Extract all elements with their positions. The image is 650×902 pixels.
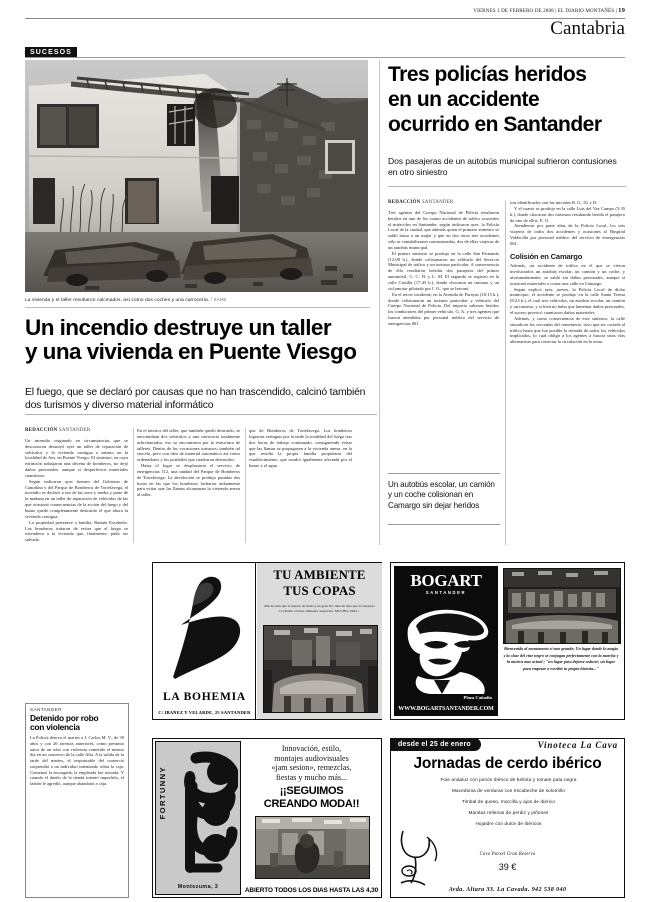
column-divider-left-1 bbox=[133, 428, 134, 543]
ad-fortunny-copy-line3: «jam sesion», remezclas, bbox=[271, 763, 352, 773]
paragraph: Tres agentes del Cuerpo Nacional de Policía resultaron heridos en uno de los cuatro accidentes de tráfico ocurridos el miércoles en Santander, según indicaron ayer, la Policía Local de la ciudad, que además quien el primero siniestro se saldó hasta a un mujer y que en dos otros tres accidentes sólo se contabilizaron contusionadas, dos de ellas viajeras de un autobús municipal. bbox=[388, 209, 499, 250]
ad-vinoteca-brand: Vinoteca La Cava bbox=[537, 740, 618, 750]
masthead-rule bbox=[25, 18, 625, 19]
page-number: 19 bbox=[618, 7, 625, 14]
category-rule bbox=[25, 57, 625, 58]
column-divider-right bbox=[505, 200, 506, 545]
menu-item: Timbal de queso, morcilla y ajos de ibérico bbox=[461, 798, 556, 804]
ad-vinoteca-title: Jornadas de cerdo ibérico bbox=[413, 755, 602, 772]
menu-item: Foie andaluz con jamón ibérico de bellota y tomate pata negra bbox=[440, 777, 577, 782]
ad-fortunny-slogan bbox=[243, 785, 380, 810]
column-divider-main bbox=[379, 60, 380, 545]
right-article-column-1 bbox=[388, 200, 499, 327]
paragraph: Según indicaron ayer fuentes del Gobierno de Cantabria y del Parque de Bomberos de Torrelavega, el incendio se declaró a eso de las once y media y parte de la mañana en un taller de reparación de vehículos de las que ocasionó consecuencias de la acción del fuego y del humo quedó completamente destruido el que ahora la vivienda contigua. bbox=[25, 478, 128, 519]
sidebar-headline-line2: con violencia bbox=[30, 721, 80, 732]
bogart-portrait-icon bbox=[398, 598, 494, 694]
menu-item: Macedonia de verduras con escabeche de solomillo bbox=[452, 787, 565, 793]
ad-fortunny-copy bbox=[243, 744, 380, 782]
pullquote-rule-top bbox=[388, 473, 500, 474]
left-article-column-1 bbox=[25, 428, 128, 543]
masthead bbox=[25, 6, 625, 20]
right-article-subsection-title: Colisión en Camargo bbox=[510, 251, 583, 261]
ad-fortunny-footer: ABIERTO TODOS LOS DIAS HASTA LAS 4,30 bbox=[244, 887, 379, 894]
ad-fortunny-copy-line1: Innovación, estilo, bbox=[281, 744, 342, 753]
ad-bogart-bar-interior-graphic bbox=[504, 569, 620, 643]
menu-item: Hojaldre con dulce de ibéricos bbox=[475, 820, 542, 826]
ad-bogart-plaza: Plaza Cañadío bbox=[463, 695, 492, 700]
ad-fortunny-salon-graphic bbox=[256, 817, 369, 878]
paragraph: Atendieron por parte altas de la Policía Local, los seis viajeros de todos dos accidentes y ocasiones al Hospital Valdecilla por personal médico del servicio de emergencias 061. bbox=[510, 223, 625, 246]
photo-caption-text: La vivienda y el taller resultaron calcinados, así como dos coches y una carrocería. bbox=[25, 298, 210, 303]
right-byline-name: REDACCIÓN bbox=[388, 200, 421, 205]
paragraph: Además, y como consecuencia de este siniestro, la calle situada en los cercanías del cementerio, tuvo que ser cortada al tráfico hasta que fue posible la retirada de todos los vehículos implicados, lo cual obligó a los agentes a buscar unas vías alternativas para conectar la circulación en la zona. bbox=[510, 315, 625, 345]
fortunny-logo-icon bbox=[172, 750, 238, 876]
ad-fortunny-photo bbox=[255, 816, 370, 879]
ad-fortunny-address: Montezuma, 3 bbox=[177, 884, 219, 890]
pullquote-rule-bottom bbox=[388, 524, 500, 525]
category-tag: SUCESOS bbox=[25, 47, 77, 58]
paragraph: La Policía detuvo el martes a J. Carlos M. V., de 30 años y con 26 arrestos anteriores, como presunto autor de un robo con violencia cometido el mismo día en un comercio de la calle Alta. A la salida de la tarde del martes, el responsable del comercio sorprendió a un individuo intentando robar la caja. Comenzó la encargada, la empleada fue avisada. Y cuando el dueño de la tienda intentó impedirlo, el ladrón le agredió, aunque abandonó a caja. bbox=[30, 735, 124, 786]
left-article-headline bbox=[25, 316, 375, 364]
bohemia-b-logo-icon bbox=[159, 569, 249, 687]
sidebar-headline-line1: Detenido por robo bbox=[30, 712, 99, 723]
right-headline-line2: en un accidente bbox=[388, 88, 540, 111]
ad-bohemia-bar-interior-graphic bbox=[264, 626, 377, 712]
photo-credit: / SANE bbox=[210, 297, 227, 302]
ad-bogart-brand: BOGART bbox=[410, 571, 482, 590]
sidebar-kicker: SANTANDER bbox=[30, 707, 62, 712]
menu-item: Manitas rellenas de perdiz y piñones bbox=[468, 809, 549, 815]
ad-bohemia-copy-panel bbox=[257, 563, 382, 719]
ad-bohemia-subtitle: Mucho mas que la musica de moda y un gran D.J. Mucho mas que los mejores Cocktails: el buen ambiente asegurado. MUCHO, MAS... bbox=[264, 604, 375, 613]
ad-fortunny-copy-panel bbox=[243, 741, 380, 895]
fire-scene-photo bbox=[25, 60, 368, 292]
ad-la-bohemia[interactable] bbox=[152, 562, 382, 720]
paragraph: Un incendio originado en circunstancias que se desconocen destruyó ayer un taller de reparación de vehículos y la vivienda contigua a mismo en la localidad de Aes, en Puente Viesgo. El siniestro, en cuya extinción trabajaron una decena de bomberos, no dejó daños personales, aunque sí desperfectos materiales cuantiosos. bbox=[25, 437, 128, 478]
wine-glass-icon bbox=[397, 827, 443, 887]
ad-bogart-logo-panel bbox=[394, 566, 498, 716]
paragraph: En el interior del taller, que también quedó destruido, se encontraban dos vehículos y una carrocería totalmente achicharrados, eso se encontraron por la estructura de talleres. Dentro de los vocaciones turismos, también tal cincelo, pero con idea de material automático así como ordenadores y los portátiles que cuadraron destruidos. bbox=[137, 428, 240, 463]
right-byline-place: SANTANDER bbox=[421, 200, 454, 205]
ad-vinoteca-menu bbox=[405, 777, 612, 832]
paragraph: ron identificados con las iniciales R. G. 1G y D. bbox=[510, 200, 598, 205]
ad-vinoteca-price: 39 € bbox=[498, 862, 517, 872]
right-article-column-2 bbox=[510, 200, 625, 345]
left-byline bbox=[25, 428, 128, 434]
right-article-headline bbox=[388, 62, 628, 137]
ad-vinoteca-address: Avda. Altara 33. La Cavada. 942 538 040 bbox=[448, 886, 567, 893]
right-headline-line1: Tres policías heridos bbox=[388, 63, 587, 86]
left-subhead-rule bbox=[25, 414, 377, 415]
ad-fortunny-slogan-line2: CREANDO MODA!! bbox=[263, 797, 360, 810]
ad-vinoteca-wine: Cava Parxet Gran Reserva bbox=[479, 852, 536, 857]
paragraph: Y el cuarto se produjo en la calle Luis del Vaz Campo (5:35 h.), donde chocaron dos turismos resultando herido el pasajero de uno de ellos, E. O. bbox=[510, 205, 625, 223]
ad-vinoteca-badge: desde el 25 de enero bbox=[390, 738, 481, 751]
ad-fortunny-copy-line4: fiestas y mucho más... bbox=[275, 772, 348, 782]
ad-fortunny-logo-panel bbox=[155, 741, 241, 895]
left-headline-line2: y una vivienda en Puente Viesgo bbox=[25, 339, 357, 364]
sidebar-detenido-robo bbox=[25, 703, 129, 898]
photo-caption bbox=[25, 297, 370, 303]
paragraph: Hasta el lugar se desplazaron el servicio de emergencias 112, una unidad del Parque de Bomberos de Torrelavega. La devolución se produjo pasadas dos horas en las que los bomberos lucharon arduamente para evitar que las llamas alcanzaran la vivienda anexa al taller. bbox=[137, 463, 240, 498]
sidebar-body bbox=[30, 735, 124, 786]
ad-bogart-city: SANTANDER bbox=[425, 590, 467, 595]
ad-vinoteca-la-cava[interactable] bbox=[390, 738, 625, 898]
ad-fortunny-copy-line2: montajes audiovisuales bbox=[274, 753, 349, 763]
paragraph: quz de Bomberos de Torrelavega. Los bomberos lograron extinguir por la tarde la totalidad del fuego tras dos horas de trabajo continuado, consiguiendo evitar que las llamas se propagasen a la vivienda anexa, en la que residía la propia familia propietaria del establecimiento, que resultó igualmente afectada por el humo y el agua. bbox=[249, 428, 352, 469]
paragraph: Según explicó ayer, jueves, la Policía Local de dicho municipio, el accidente se produjo en la calle Santa Teresa (9:23 h.), el cual tres vehículos, un autobús escolar, un camión y un turismo, y si bien no hubo que lamentar daños personales, el suceso provocó cuantiosos daños materiales. bbox=[510, 286, 625, 315]
right-article-pullquote: Un autobús escolar, un camión y un coche colisionan en Camargo sin dejar heridos bbox=[388, 480, 495, 510]
left-byline-place: SANTANDER bbox=[58, 428, 91, 433]
ad-bohemia-photo bbox=[263, 625, 378, 713]
left-article-column-2 bbox=[137, 428, 240, 498]
ad-bogart-copy-panel bbox=[501, 566, 623, 716]
paragraph: La propiedad pertenece a familia. Ramón Escobedo. Los bomberos trataron de evitar que el fuego se extendiera a la vivienda que, finalmente, pudo ser salvada. bbox=[25, 519, 128, 543]
right-headline-line3: ocurrido en Santander bbox=[388, 113, 602, 136]
masthead-date: VIERNES 1 DE FEBRERO DE 2008 bbox=[473, 8, 554, 14]
paragraph: El primer siniestro se produjo en la calle San Fernando (12:08 h.), donde colisionaron un vehículo del Servicio Municipal de tráfico y un turismo particular. A consecuencia de ello resultaron heridas dos pasajeras del primer automóvil, C. C. H. y L. M. El segundo se registró en la calle Castilla (17:45 h.), donde chocaron un turismo y un ciclomotor pilotado por I. O., que se lesionó. bbox=[388, 250, 499, 291]
ad-bohemia-name: LA BOHEMIA bbox=[162, 691, 247, 703]
section-title: Cantabria bbox=[550, 18, 625, 39]
left-byline-name: REDACCIÓN bbox=[25, 428, 58, 433]
ad-bogart[interactable] bbox=[390, 562, 625, 720]
masthead-publication: EL DIARIO MONTAÑÉS bbox=[557, 8, 615, 14]
masthead-separator: | bbox=[553, 8, 558, 14]
ad-fortunny-brand: FORTUNNY bbox=[158, 766, 167, 820]
ad-fortunny[interactable] bbox=[152, 738, 382, 898]
ad-bogart-interior-photo bbox=[503, 568, 621, 644]
masthead-dateline bbox=[473, 7, 625, 14]
paragraph: Además, un accidente de tráfico en el que se vieron involucrados un autobús escolar, un camión y un coche, y afortunadamente, se saldó sin daños personales, aunque sí ocasionó materiales a cortar una calle en Camargo. bbox=[510, 263, 625, 286]
ad-bohemia-logo-panel bbox=[153, 563, 256, 719]
right-article-subhead: Dos pasajeras de un autobús municipal sufrieron contusiones en otro siniestro bbox=[388, 156, 617, 177]
right-subhead-rule bbox=[388, 186, 626, 187]
left-headline-line1: Un incendio destruye un taller bbox=[25, 315, 332, 340]
paragraph: En el tercer incidente, en la Avenida de Parayas (18:15 h.), donde colisionaron un turismo particular y vehículo del Cuerpo Nacional de Policía. Del impacto salieron heridos los conductores del primer vehículo, G. A. y tres agentes que fueron atendidos por personal médico del servicio de emergencias 061. bbox=[388, 291, 499, 326]
left-article-column-3 bbox=[249, 428, 352, 469]
ad-bohemia-address: C/ IBAÑEZ Y VELARDE, 25 SANTANDER bbox=[158, 710, 251, 715]
ad-bogart-website[interactable]: WWW.BOGARTSANTANDER.COM bbox=[398, 706, 494, 712]
category-bar bbox=[25, 47, 625, 58]
right-byline bbox=[388, 200, 499, 206]
caption-rule bbox=[25, 307, 370, 308]
ad-bohemia-title-line1: TU AMBIENTE bbox=[273, 568, 366, 582]
left-article-subhead: El fuego, que se declaró por causas que no han trascendido, calcinó también dos turismos y diverso material informático bbox=[25, 387, 366, 412]
ad-bogart-copy: Bienvenido al monumento si mas grande; Un lugar donde la magia y la clase del cine negro se conjugan perfectamente con la marcha y la música mas actual ; "un lugar para dejarse seducir; un lugar para empezar a escribir tu propia historia..." bbox=[503, 646, 619, 671]
ad-bohemia-title-line2: TUS COPAS bbox=[283, 584, 356, 598]
masthead-separator-2: | bbox=[614, 8, 619, 14]
fire-scene-photo-graphic bbox=[25, 60, 368, 292]
ad-fortunny-slogan-line1: ¡¡SEGUIMOS bbox=[279, 785, 344, 798]
sidebar-headline bbox=[30, 714, 124, 733]
column-divider-left-2 bbox=[245, 428, 246, 543]
